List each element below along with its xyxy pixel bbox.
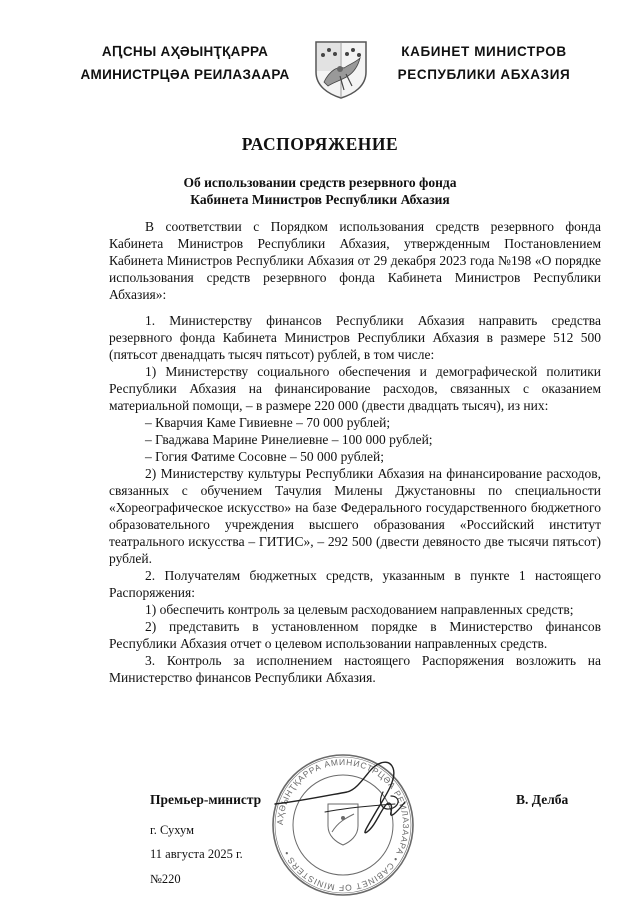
subject-line2: Кабинета Министров Республики Абхазия	[190, 192, 450, 207]
document-date: 11 августа 2025 г.	[150, 847, 243, 861]
item-1-2-paragraph: 2) Министерству культуры Республики Абхазия на финансирование расходов, связанных с обучением Тачулия Милены Джустановны по специальности «Хореографическое искусство» на базе Федерального государственного бюджетного образовательного учреждения высшего образования «Российский институт театрального искусства – ГИТИС», – 292 500 (двести девяносто две тысячи пятьсот) рублей.	[109, 466, 601, 566]
coat-of-arms-emblem	[310, 38, 372, 100]
item-1-paragraph: 1. Министерству финансов Республики Абхазия направить средства резервного фонда Кабинета Министров Республики Абхазия в размере 512 500 (пятьсот двенадцать тысяч пятьсот) рублей, в том числе:	[109, 313, 601, 362]
subject-line1: Об использовании средств резервного фонда	[183, 175, 457, 190]
item-3-paragraph: 3. Контроль за исполнением настоящего Распоряжения возложить на Министерство финансов Республики Абхазия.	[109, 653, 601, 685]
stamp-ring-text: АҲӘЫНҬҚАРРА АМИНИСТРЦӘА РЕИЛАЗААРА • CABINET OF MINISTERS •	[274, 756, 412, 894]
recipient-item: – Кварчия Каме Гивиевне – 70 000 рублей;	[145, 415, 391, 430]
document-body	[109, 218, 601, 686]
header-left	[78, 40, 292, 86]
document-number: №220	[150, 872, 181, 886]
recipient-item: – Гваджава Марине Ринелиевне – 100 000 рублей;	[145, 432, 433, 447]
preamble-paragraph: В соответствии с Порядком использования средств резервного фонда Кабинета Министров Республики Абхазия, утвержденным Постановлением Кабинета Министров Республики Абхазия от 29 декабря 2023 года №198 «О порядке использования средств резервного фонда Кабинета Министров Республики Абхазия»:	[109, 219, 601, 302]
item-2-2-paragraph: 2) представить в установленном порядке в Министерство финансов Республики Абхазия отчет о целевом использовании направленных средств.	[109, 619, 601, 651]
signatory-name: В. Делба	[516, 792, 569, 807]
header-right-line2: РЕСПУБЛИКИ АБХАЗИЯ	[397, 67, 571, 82]
recipient-item: – Гогия Фатиме Сосовне – 50 000 рублей;	[145, 449, 384, 464]
handwritten-signature	[265, 752, 435, 847]
document-title: РАСПОРЯЖЕНИЕ	[241, 134, 399, 154]
item-2-1-paragraph: 1) обеспечить контроль за целевым расходованием направленных средств;	[145, 602, 574, 617]
document-city: г. Сухум	[150, 823, 195, 837]
signatory-position: Премьер-министр	[150, 792, 262, 807]
item-2-paragraph: 2. Получателям бюджетных средств, указанным в пункте 1 настоящего Распоряжения:	[109, 568, 601, 600]
header-right	[384, 40, 584, 86]
item-1-1-paragraph: 1) Министерству социального обеспечения и демографической политики Республики Абхазия на финансирование расходов, связанных с оказанием материальной помощи, – в размере 220 000 (двести двадцать тысяч), из них:	[109, 364, 601, 413]
document-subject	[100, 174, 540, 208]
header-left-line2: АМИНИСТРЦӘА РЕИЛАЗААРА	[80, 67, 290, 82]
header-left-line1: АԤСНЫ АҲӘЫНҬҚАРРА	[101, 44, 269, 59]
header-right-line1: КАБИНЕТ МИНИСТРОВ	[401, 44, 567, 59]
